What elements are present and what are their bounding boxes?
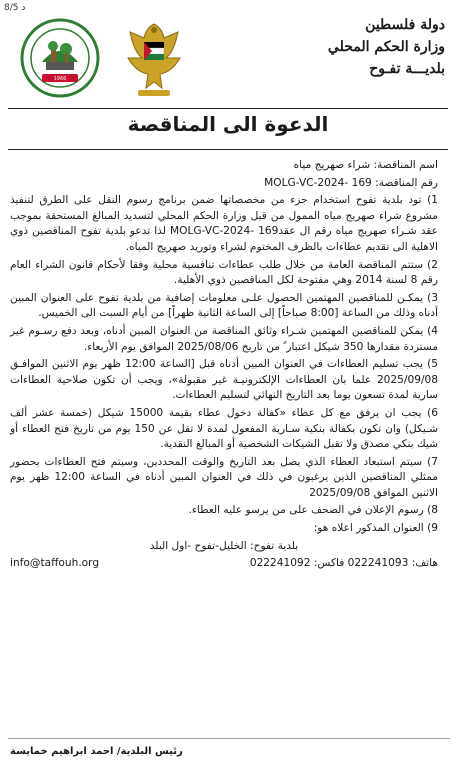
palestine-emblem-icon bbox=[120, 18, 188, 104]
municipality-seal-icon bbox=[20, 18, 100, 98]
header-state: دولة فلسطين bbox=[365, 17, 445, 33]
header-ministry: وزارة الحكم المحلي bbox=[327, 39, 445, 55]
clause-2: 2) ستتم المناقصة العامة من خلال طلب عطاءات تنافسية محلية وفقا لأحكام قانون الشراء العام رقم 8 لسنة 2014 وهي مفتوحة لكل المناقصين ذوي الأهلية. bbox=[10, 258, 438, 287]
clause-6: 6) يجب ان يرفق مع كل عطاء «كفالة دخول عطاء بقيمة 15000 شيكل (خمسة عشر ألف شـيكل) وان تكون بكفالة بنكية سـارية المفعول لمدة لا تقل عن 150 يوم من تاريخ فتح العطاء أو شيك بنكي مصدق ولا تقبل الشيكات الشخصية أو المبالغ النقدية. bbox=[10, 406, 438, 451]
header-municipality: بلديـــة تفـوح bbox=[369, 61, 445, 77]
page-number: 8/5 د bbox=[4, 3, 26, 13]
phone-fax: هاتف: 022241093 فاكس: 022241092 bbox=[249, 557, 438, 570]
signature: رئيس البلدية/ احمد ابراهيم خمايسة bbox=[10, 746, 183, 757]
svg-text:1966: 1966 bbox=[53, 76, 67, 82]
clause-8: 8) رسوم الإعلان في الصحف على من يرسو عليه العطاء. bbox=[188, 504, 438, 517]
clause-1: 1) تود بلدية تفوح استخدام جزء من مخصصاتها ضمن برنامج رسوم النقل على الطرق لتنفيذ مشروع شراء صهريج مياه الممول من قبل وزارة الحكم المحلي لتسديد المبالغ المستحقة بموجب عقد شـراء صهريج مياه رقم ال عقد169 -MOLG-VC-2024 لذا تدعو بلدية تفوح المناقصين ذوي الاهلية الى تقديم عطاءات بالظرف المختوم لشراء وتوريد صهريج المياه. bbox=[10, 194, 438, 253]
page-title: الدعوة الى المناقصة bbox=[127, 112, 329, 136]
clause-9: 9) العنوان المذكور اعلاه هو: bbox=[313, 522, 438, 535]
header-text bbox=[295, 14, 445, 80]
clause-4: 4) يمكن للمناقصين المهتمين شـراء وثائق المناقصة من العنوان المبين أدناه، وبعد دفع رسـوم غير مستردة مقدارها 350 شيكل اعتبار ً من تاريخ 2025/08/06 الموافق يوم الأربعاء. bbox=[10, 324, 438, 353]
clause-5: 5) يجب تسليم العطاءات في العنوان المبين أدناه قبل [الساعة 12:00 ظهر يوم الاثنين الموافـق 2025/09/08 علما بان العطاءات الإلكترونيـة غير مقبولة»، ويجب أن تكون صلاحية العطاءات سارية لمدة تسعون يوما بعد التاريخ النهائي لتسليم العطاءات. bbox=[10, 358, 438, 402]
clause-7: 7) سيتم استبعاد العطاء الذي يصل بعد التاريخ والوقت المحددين، وسيتم فتح العطاءات بحضور ممثلي المناقصين الذين يرغبون في ذلك في العنوان المبين أدناه في الساعة 12:00 ظهر يوم الاثنين الموافق 2025/09/08 bbox=[10, 455, 438, 499]
document-body bbox=[10, 158, 438, 574]
contact-line bbox=[10, 556, 438, 572]
address-line: بلدية تفوح: الخليل-تفوح -اول البلد bbox=[149, 539, 299, 552]
email-link[interactable]: info@taffouh.org bbox=[10, 557, 100, 570]
tender-number: رقم المناقصة: 169 -MOLG-VC-2024 bbox=[264, 176, 438, 189]
tender-name: اسم المناقصة: شراء صهريج مياه bbox=[293, 159, 438, 171]
footer-divider bbox=[8, 738, 450, 739]
clause-3: 3) يمكـن للمناقصين المهتمين الحصول علـى معلومات إضافية من بلدية تفوح على العنوان المبين أدناه وذلك من الساعة [8:00 صباحاً] إلى الساعة الثانية ظهراً] من أيام السبت الى الخميس. bbox=[10, 291, 438, 320]
